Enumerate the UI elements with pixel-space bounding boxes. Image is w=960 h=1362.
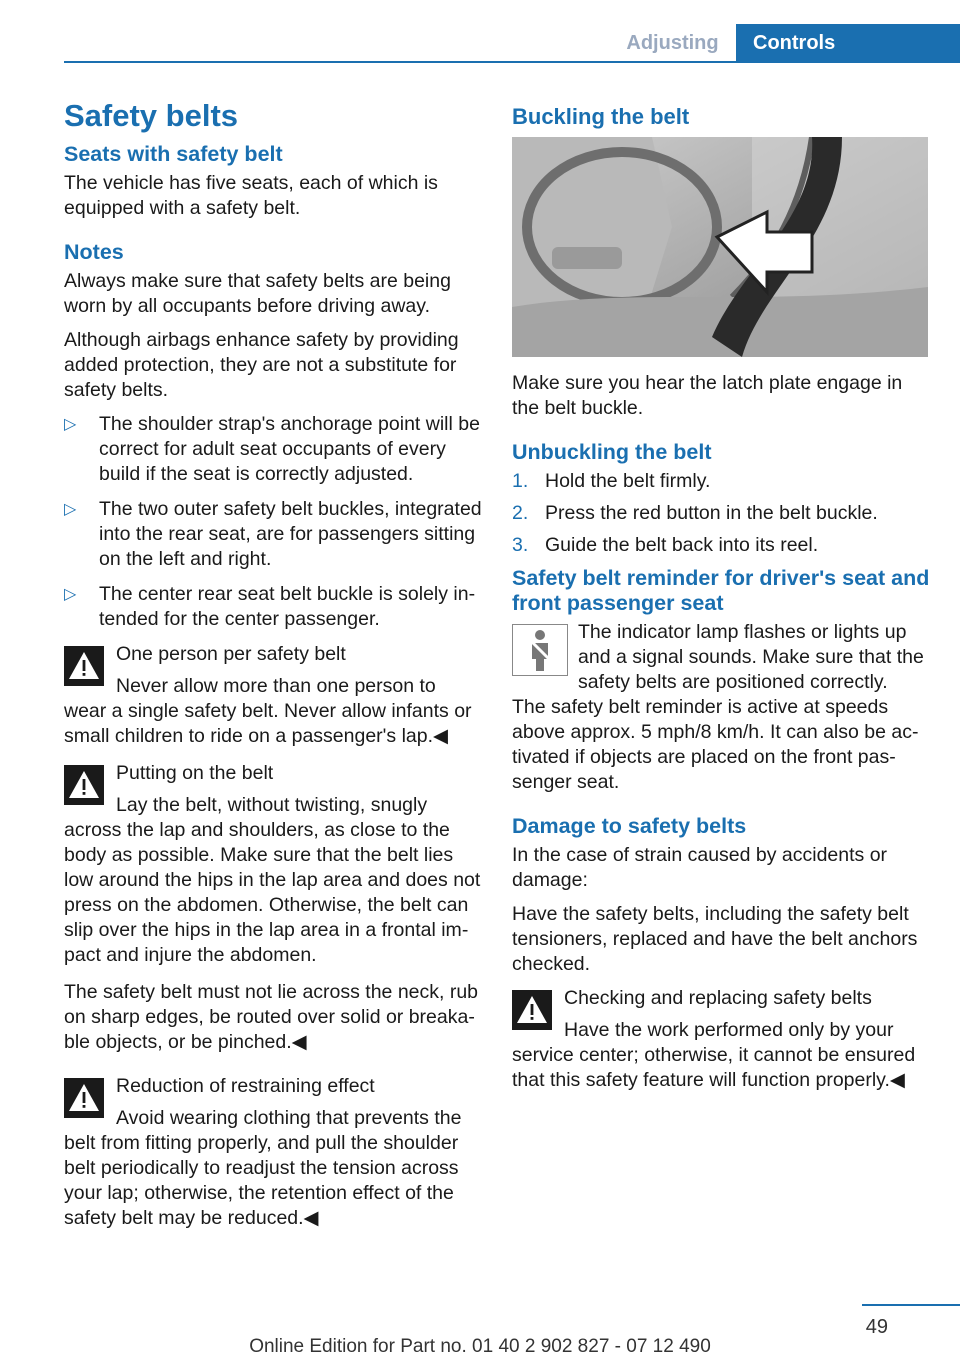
warning-one-person	[64, 642, 482, 749]
edition-note: Online Edition for Part no. 01 40 2 902 827 - 07 12 490	[249, 1336, 711, 1357]
reminder-text: The indicator lamp flashes or lights up and a signal sounds. Make sure that the safety belts are positioned correctly.	[578, 621, 924, 693]
triangle-bullet-icon: ▷	[64, 501, 77, 518]
warning-putting-on-belt	[64, 761, 482, 968]
warning-triangle-icon	[64, 765, 104, 805]
notes-heading: Notes	[64, 240, 124, 264]
reminder-text-2: The safety belt reminder is active at speeds above approx. 5 mph/8 km/h. It can also be activated if objects are placed on the front passenger seat.	[512, 696, 919, 793]
reminder-indicator-block	[512, 620, 930, 695]
list-item: ▷ The two outer safety belt buckles, integrated into the rear seat, are for passengers sitting on the left and right.	[64, 498, 482, 570]
warning-body: Never allow more than one person to wear a single safety belt. Never allow infants or small children to ride on a passenger's lap.◀	[64, 675, 472, 747]
seatbelt-indicator-icon	[512, 624, 568, 676]
warning-body: Lay the belt, without twisting, snugly across the lap and shoulders, as close to the body as possible. Make sure that the belt lies low around the hips in the lap area and does not press on the abdomen. Otherwise, the belt can slip over the hips in the lap area in a frontal impact and injure the abdomen.	[64, 794, 481, 966]
page-number: 49	[865, 1316, 888, 1338]
damage-paragraph-1: In the case of strain caused by accidents or damage:	[512, 844, 888, 891]
header-section-tab[interactable]: Adjusting	[626, 32, 719, 54]
warning-title: One person per safety belt	[116, 643, 346, 665]
footer-rule	[862, 1304, 960, 1306]
warning-body: Have the work performed only by your service center; otherwise, it cannot be ensured that this safety feature will function properly.◀	[512, 1019, 916, 1091]
warning-reduction	[64, 1074, 482, 1231]
warning-title: Reduction of restraining effect	[116, 1075, 375, 1097]
warning-title: Checking and replacing safety belts	[564, 987, 872, 1009]
warning-triangle-icon	[64, 646, 104, 686]
list-item: ▷ The center rear seat belt buckle is solely intended for the center passenger.	[64, 583, 476, 630]
warning-checking-replacing	[512, 986, 930, 1093]
right-column	[512, 98, 930, 1105]
header-chapter-tab[interactable]: Controls	[736, 24, 960, 62]
unbuckling-heading: Unbuckling the belt	[512, 440, 712, 464]
buckling-heading: Buckling the belt	[512, 104, 690, 129]
buckling-text: Make sure you hear the latch plate engage in the belt buckle.	[512, 372, 903, 419]
unbuckling-steps	[512, 469, 930, 558]
triangle-bullet-icon: ▷	[64, 586, 77, 603]
list-item: 1. Hold the belt firmly.	[512, 470, 711, 492]
damage-heading: Damage to safety belts	[512, 814, 747, 838]
warning-triangle-icon	[64, 1078, 104, 1118]
notes-paragraph-1: Always make sure that safety belts are being worn by all occupants before driving away.	[64, 270, 451, 317]
left-column	[64, 98, 482, 1243]
warning-title: Putting on the belt	[116, 762, 274, 784]
list-item: ▷ The shoulder strap's anchorage point will be correct for adult seat occupants of every build if the seat is correctly adjusted.	[64, 413, 480, 485]
seats-heading: Seats with safety belt	[64, 142, 283, 166]
notes-paragraph-2: Although airbags enhance safety by providing added protection, they are not a substitute for safety belts.	[64, 329, 459, 401]
list-item: 2. Press the red button in the belt buckle.	[512, 502, 878, 524]
damage-paragraph-2: Have the safety belts, including the safety belt tensioners, replaced and have the belt anchors checked.	[512, 903, 918, 975]
header-rule	[64, 61, 960, 63]
list-item: 3. Guide the belt back into its reel.	[512, 534, 819, 556]
belt-buckle-photo	[512, 137, 928, 357]
seat-belt-illustration	[512, 137, 928, 357]
warning-triangle-icon	[512, 990, 552, 1030]
page-title: Safety belts	[64, 98, 239, 133]
warning-body: Avoid wearing clothing that prevents the belt from fitting properly, and pull the shoulder belt periodically to readjust the tension across your lap; otherwise, the retention effect of the safety belt may be reduced.◀	[64, 1107, 462, 1229]
notes-bullet-list	[64, 412, 482, 632]
reminder-heading: Safety belt reminder for driver's seat and front passenger seat	[512, 566, 930, 615]
seats-text: The vehicle has five seats, each of which is equipped with a safety belt.	[64, 172, 438, 219]
triangle-bullet-icon: ▷	[64, 416, 77, 433]
warning-continuation: The safety belt must not lie across the neck, rub on sharp edges, be routed over solid or breakable objects, or be pinched.◀	[64, 981, 479, 1053]
